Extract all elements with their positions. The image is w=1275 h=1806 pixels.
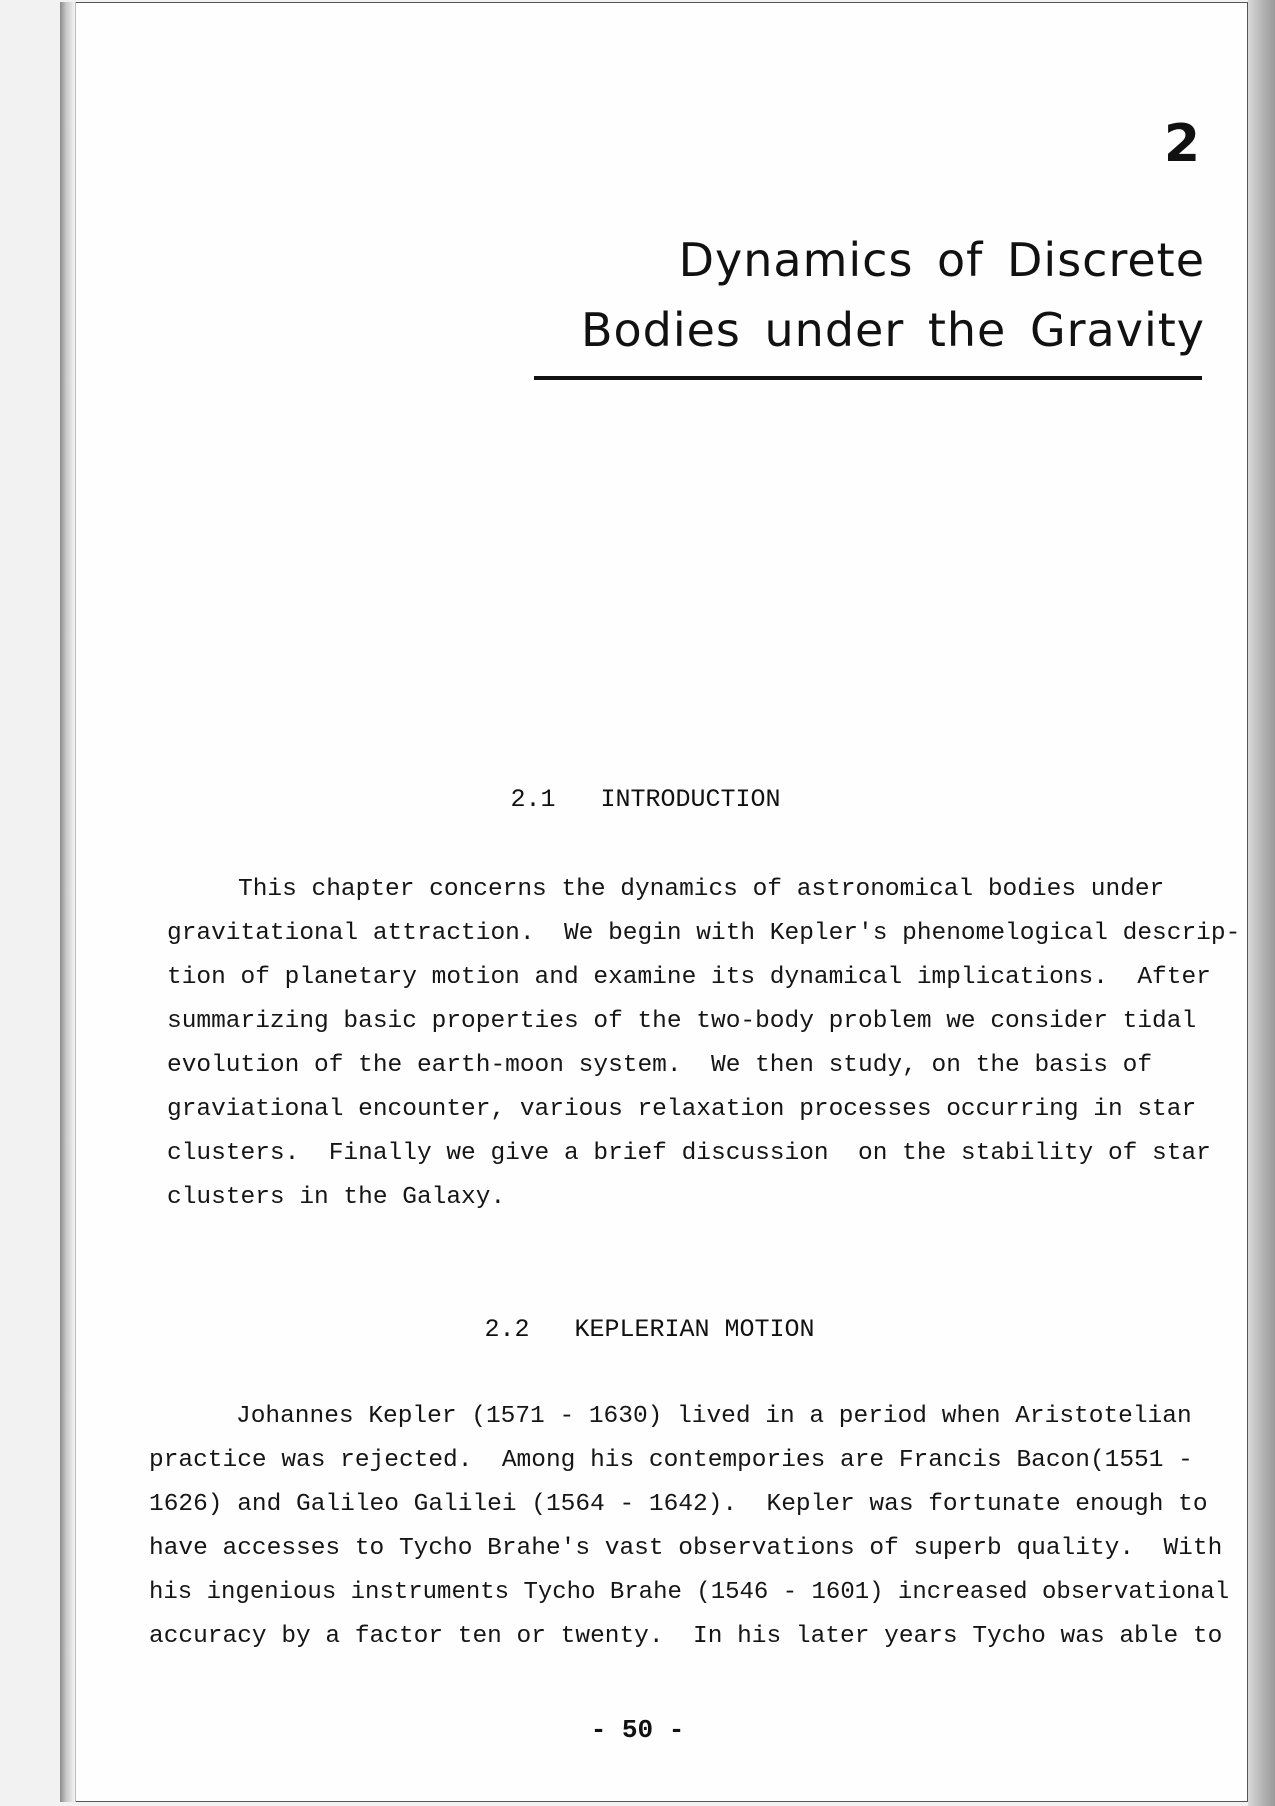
paragraph-line: have accesses to Tycho Brahe's vast observations of superb quality. With xyxy=(149,1535,1223,1562)
section-heading-keplerian-motion: 2.2 KEPLERIAN MOTION xyxy=(484,1315,815,1344)
paragraph-line: clusters. Finally we give a brief discussion on the stability of star xyxy=(167,1140,1211,1167)
chapter-number: 2 xyxy=(1163,114,1200,174)
paragraph-line: practice was rejected. Among his contempories are Francis Bacon(1551 - xyxy=(149,1447,1193,1474)
paragraph-line: summarizing basic properties of the two-body problem we consider tidal xyxy=(167,1008,1197,1035)
title-underline xyxy=(534,376,1202,380)
page-right-edge xyxy=(1248,0,1275,1806)
paragraph-line: graviational encounter, various relaxation processes occurring in star xyxy=(167,1096,1197,1123)
paragraph-line: evolution of the earth-moon system. We then study, on the basis of xyxy=(167,1052,1153,1079)
chapter-title-line-1: Dynamics of Discrete xyxy=(678,233,1205,287)
page-left-edge xyxy=(60,2,76,1802)
paragraph-line: gravitational attraction. We begin with Kepler's phenomelogical descrip- xyxy=(167,920,1241,947)
paragraph-line: Johannes Kepler (1571 - 1630) lived in a period when Aristotelian xyxy=(236,1403,1192,1430)
chapter-title-line-2: Bodies under the Gravity xyxy=(580,303,1205,357)
section-heading-introduction: 2.1 INTRODUCTION xyxy=(510,785,781,814)
paragraph-line: accuracy by a factor ten or twenty. In his later years Tycho was able to xyxy=(149,1623,1223,1650)
paragraph-line: This chapter concerns the dynamics of astronomical bodies under xyxy=(238,876,1165,903)
paragraph-line: his ingenious instruments Tycho Brahe (1546 - 1601) increased observational xyxy=(149,1579,1230,1606)
paragraph-line: tion of planetary motion and examine its dynamical implications. After xyxy=(167,964,1211,991)
paragraph-line: clusters in the Galaxy. xyxy=(167,1184,506,1211)
paragraph-line: 1626) and Galileo Galilei (1564 - 1642). Kepler was fortunate enough to xyxy=(149,1491,1208,1518)
page-number: - 50 - xyxy=(590,1715,685,1745)
